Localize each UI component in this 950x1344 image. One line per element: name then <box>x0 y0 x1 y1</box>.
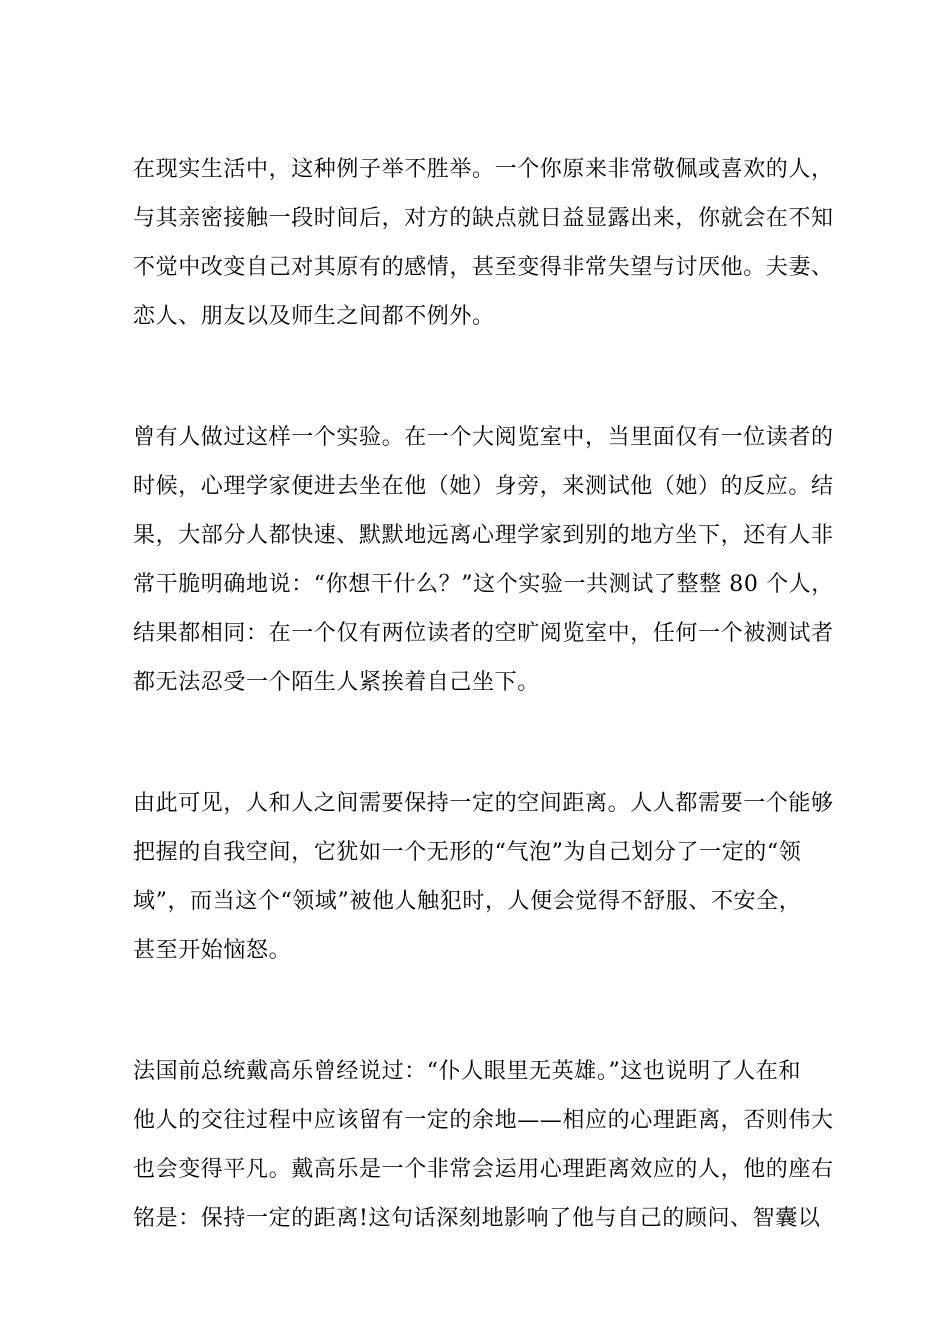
text-line: 都无法忍受一个陌生人紧挨着自己坐下。 <box>133 670 540 695</box>
paragraph-4 <box>133 1047 833 1243</box>
text-line: 与其亲密接触一段时间后，对方的缺点就日益显露出来，你就会在不知 <box>133 206 834 231</box>
text-line: 结果都相同：在一个仅有两位读者的空旷阅览室中，任何一个被测试者 <box>133 621 834 646</box>
text-line: 也会变得平凡。戴高乐是一个非常会运用心理距离效应的人，他的座右 <box>133 1157 834 1182</box>
paragraph-spacer <box>133 707 833 779</box>
text-line: 域”，而当这个“领域”被他人触犯时，人便会觉得不舒服、不安全， <box>133 889 802 914</box>
paragraph-3 <box>133 779 833 975</box>
text-line: 不觉中改变自己对其原有的感情，甚至变得非常失望与讨厌他。夫妻、 <box>133 255 834 280</box>
text-line: 曾有人做过这样一个实验。在一个大阅览室中，当里面仅有一位读者的 <box>133 425 834 450</box>
text-line: 铭是：保持一定的距离!这句话深刻地影响了他与自己的顾问、智囊以 <box>133 1206 821 1231</box>
text-line: 时候，心理学家便进去坐在他（她）身旁，来测试他（她）的反应。结 <box>133 474 834 499</box>
text-line: 他人的交往过程中应该留有一定的余地——相应的心理距离，否则伟大 <box>133 1108 834 1133</box>
paragraph-2 <box>133 413 833 707</box>
text-line: 甚至开始恼怒。 <box>133 938 292 963</box>
paragraph-1 <box>133 145 833 341</box>
paragraph-spacer <box>133 341 833 413</box>
document-body <box>133 145 833 1243</box>
text-line: 由此可见，人和人之间需要保持一定的空间距离。人人都需要一个能够 <box>133 791 834 816</box>
text-line: 法国前总统戴高乐曾经说过：“仆人眼里无英雄。”这也说明了人在和 <box>133 1059 802 1084</box>
text-line: 恋人、朋友以及师生之间都不例外。 <box>133 304 495 329</box>
text-line: 果，大部分人都快速、默默地远离心理学家到别的地方坐下，还有人非 <box>133 523 834 548</box>
text-line: 把握的自我空间，它犹如一个无形的“气泡”为自己划分了一定的“领 <box>133 840 802 865</box>
text-line: 在现实生活中，这种例子举不胜举。一个你原来非常敬佩或喜欢的人， <box>133 157 834 182</box>
text-line: 常干脆明确地说：“你想干什么？”这个实验一共测试了整整 80 个人， <box>133 572 834 597</box>
paragraph-spacer <box>133 975 833 1047</box>
